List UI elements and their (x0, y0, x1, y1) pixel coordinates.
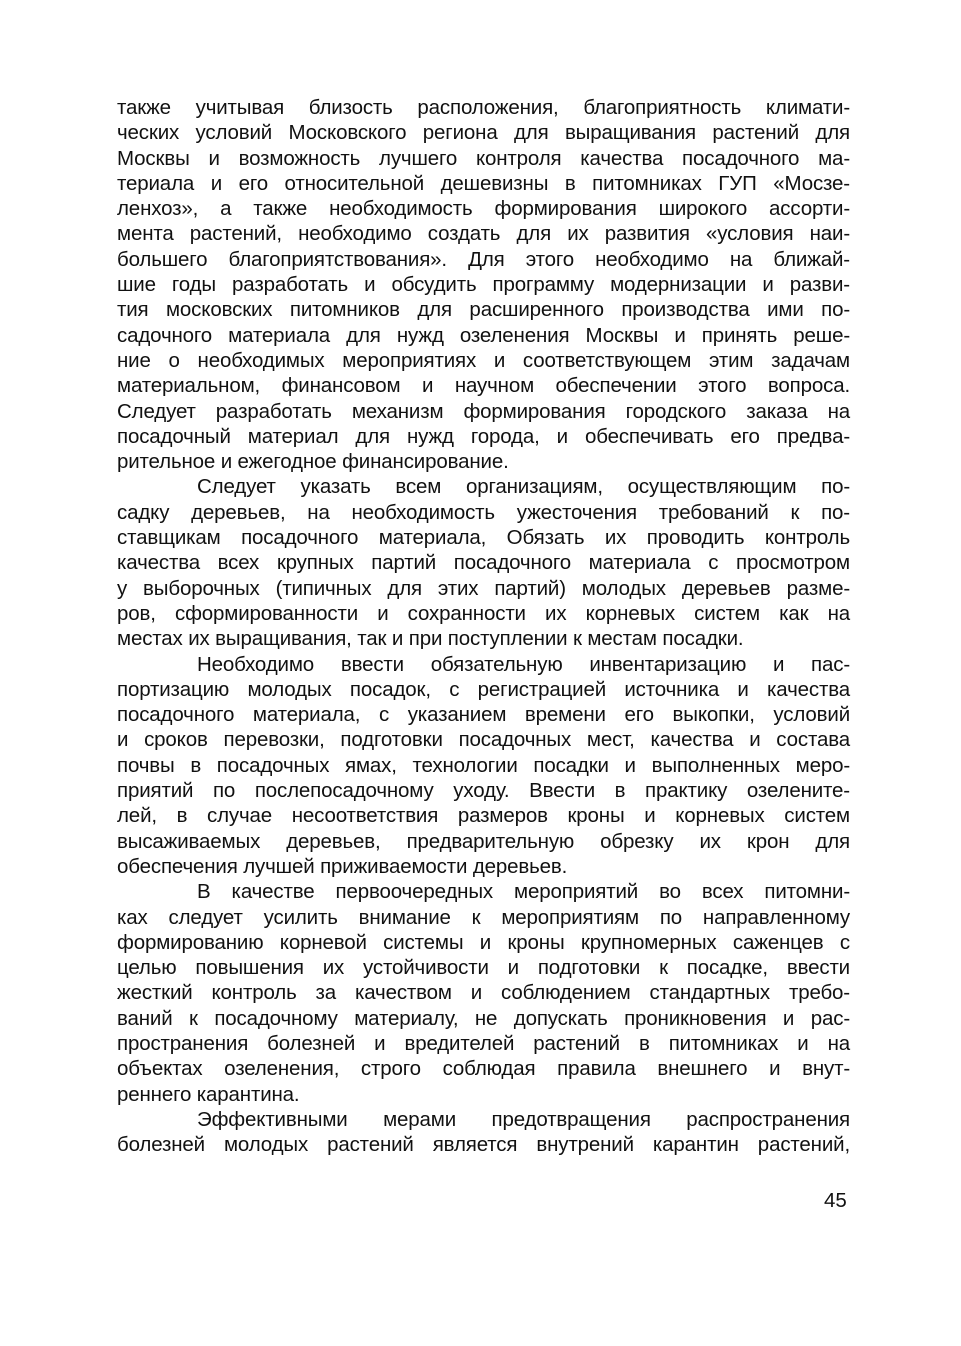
text-line: ставщикам посадочного материала, Обязать их проводить контроль (117, 526, 850, 550)
text-line: качества всех крупных партий посадочного материала с просмотром (117, 551, 850, 575)
text-line: обеспечения лучшей приживаемости деревьев. (117, 854, 568, 878)
text-line: шие годы разработать и обсудить программу модернизации и разви- (117, 273, 850, 297)
text-line: Следует разработать механизм формирования городского заказа на (117, 399, 850, 423)
text-line: также учитывая близость расположения, благоприятность климати- (117, 96, 850, 119)
text-line: целью повышения их устойчивости и подготовки к посадке, ввести (117, 956, 850, 980)
text-line: садку деревьев, на необходимость ужесточения требований к по- (117, 500, 850, 524)
text-line: ческих условий Московского региона для выращивания растений для (117, 121, 850, 145)
text-line: садочного материала для нужд озеленения Москвы и принять реше- (117, 323, 850, 347)
text-line: и сроков перевозки, подготовки посадочных мест, качества и состава (117, 728, 850, 752)
paragraph (117, 652, 850, 880)
text-line: ках следует усилить внимание к мероприятиям по направленному (117, 905, 850, 929)
text-line: приятий по послепосадочному уходу. Ввести в практику озелените- (117, 779, 850, 803)
text-line: высаживаемых деревьев, предварительную обрезку их крон для (117, 829, 850, 853)
text-line: В качестве первоочередных мероприятий во всех питомни- (197, 880, 850, 904)
text-line: пространения болезней и вредителей растений в питомниках и на (117, 1031, 850, 1055)
text-line: посадочный материал для нужд города, и обеспечивать его предва- (117, 424, 850, 448)
text-line: ние о необходимых мероприятиях и соответствующем этим задачам (117, 348, 850, 372)
text-line: рительное и ежегодное финансирование. (117, 450, 509, 474)
text-line: материальном, финансовом и научном обеспечении этого вопроса. (117, 374, 850, 398)
text-line: тия московских питомников для расширенного производства ими по- (117, 298, 850, 322)
paragraph (117, 95, 850, 474)
text-line: местах их выращивания, так и при поступлении к местам посадки. (117, 627, 744, 651)
body-text (117, 95, 850, 1157)
text-line: жесткий контроль за качеством и соблюдением стандартных требо- (117, 981, 850, 1005)
text-line: портизацию молодых посадок, с регистрацией источника и качества (117, 677, 850, 701)
text-line: у выборочных (типичных для этих партий) молодых деревьев разме- (117, 576, 850, 600)
text-line: почвы в посадочных ямах, технологии посадки и выполненных меро- (117, 753, 850, 777)
text-line: формированию корневой системы и кроны крупномерных саженцев с (117, 930, 850, 954)
paragraph (117, 474, 850, 651)
text-line: ров, сформированности и сохранности их корневых систем как на (117, 601, 850, 625)
paragraph (117, 1107, 850, 1158)
text-line: лей, в случае несоответствия размеров кроны и корневых систем (117, 804, 850, 828)
paragraph (117, 879, 850, 1107)
text-line: мента растений, необходимо создать для их развития «условия наи- (117, 222, 850, 246)
text-line: ваний к посадочному материалу, не допускать проникновения и рас- (117, 1006, 850, 1030)
text-line: Москвы и возможность лучшего контроля качества посадочного ма- (117, 146, 850, 170)
text-line: посадочного материала, с указанием времени его выкопки, условий (117, 703, 850, 727)
text-line: объектах озеленения, строго соблюдая правила внешнего и внут- (117, 1057, 850, 1081)
page-number: 45 (824, 1189, 847, 1212)
text-line: большего благоприятствования». Для этого необходимо на ближай- (117, 247, 850, 271)
text-line: Необходимо ввести обязательную инвентаризацию и пас- (197, 652, 850, 676)
text-line: Эффективными мерами предотвращения распространения (197, 1107, 850, 1131)
text-line: реннего карантина. (117, 1082, 300, 1106)
text-line: териала и его относительной дешевизны в питомниках ГУП «Мосзе- (117, 171, 850, 195)
text-line: ленхоз», а также необходимость формирования широкого ассорти- (117, 197, 850, 221)
text-line: Следует указать всем организациям, осуществляющим по- (197, 475, 850, 499)
text-line: болезней молодых растений является внутрений карантин растений, (117, 1133, 850, 1157)
